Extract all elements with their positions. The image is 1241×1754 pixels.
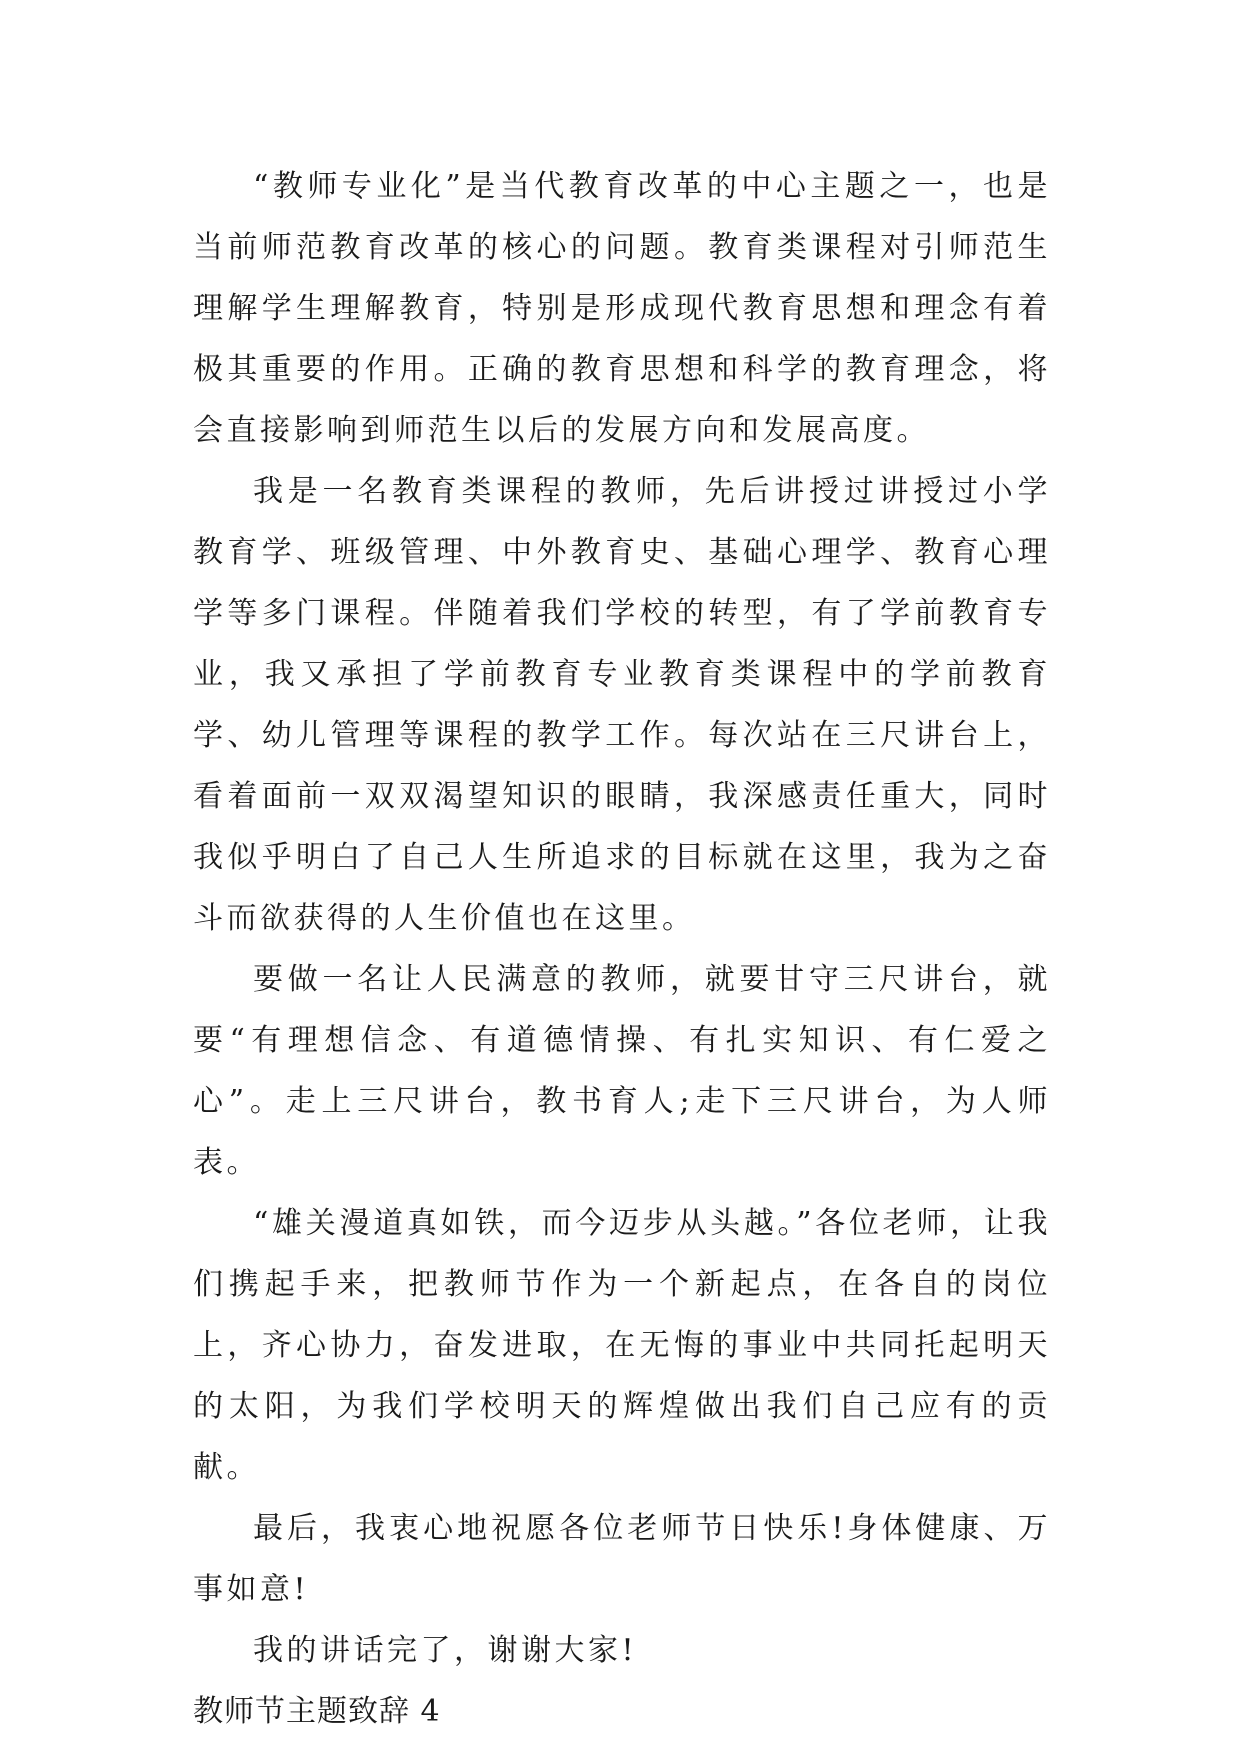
paragraph-6: 我的讲话完了，谢谢大家! bbox=[253, 1633, 638, 1668]
paragraph-5: 最后，我衷心地祝愿各位老师节日快乐!身体健康、万事如意! bbox=[193, 1511, 1051, 1607]
paragraph-2: 我是一名教育类课程的教师，先后讲授过讲授过小学教育学、班级管理、中外教育史、基础心理学、教育心理学等多门课程。伴随着我们学校的转型，有了学前教育专业，我又承担了学前教育专业教育类课程中的学前教育学、幼儿管理等课程的教学工作。每次站在三尺讲台上，看着面前一双双渴望知识的眼睛，我深感责任重大，同时我似乎明白了自己人生所追求的目标就在这里，我为之奋斗而欲获得的人生价值也在这里。 bbox=[193, 474, 1051, 936]
paragraph-4: “雄关漫道真如铁，而今迈步从头越。”各位老师，让我们携起手来，把教师节作为一个新起点，在各自的岗位上，齐心协力，奋发进取，在无悔的事业中共同托起明天的太阳，为我们学校明天的辉煌做出我们自己应有的贡献。 bbox=[193, 1206, 1051, 1485]
paragraph-3: 要做一名让人民满意的教师，就要甘守三尺讲台，就要“有理想信念、有道德情操、有扎实知识、有仁爱之心”。走上三尺讲台，教书育人;走下三尺讲台，为人师表。 bbox=[193, 962, 1051, 1180]
document-body bbox=[193, 156, 1051, 1742]
paragraph-1: “教师专业化”是当代教育改革的中心主题之一，也是当前师范教育改革的核心的问题。教育类课程对引师范生理解学生理解教育，特别是形成现代教育思想和理念有着极其重要的作用。正确的教育思想和科学的教育理念，将会直接影响到师范生以后的发展方向和发展高度。 bbox=[193, 169, 1051, 448]
section-heading: 教师节主题致辞 4 bbox=[193, 1694, 441, 1729]
